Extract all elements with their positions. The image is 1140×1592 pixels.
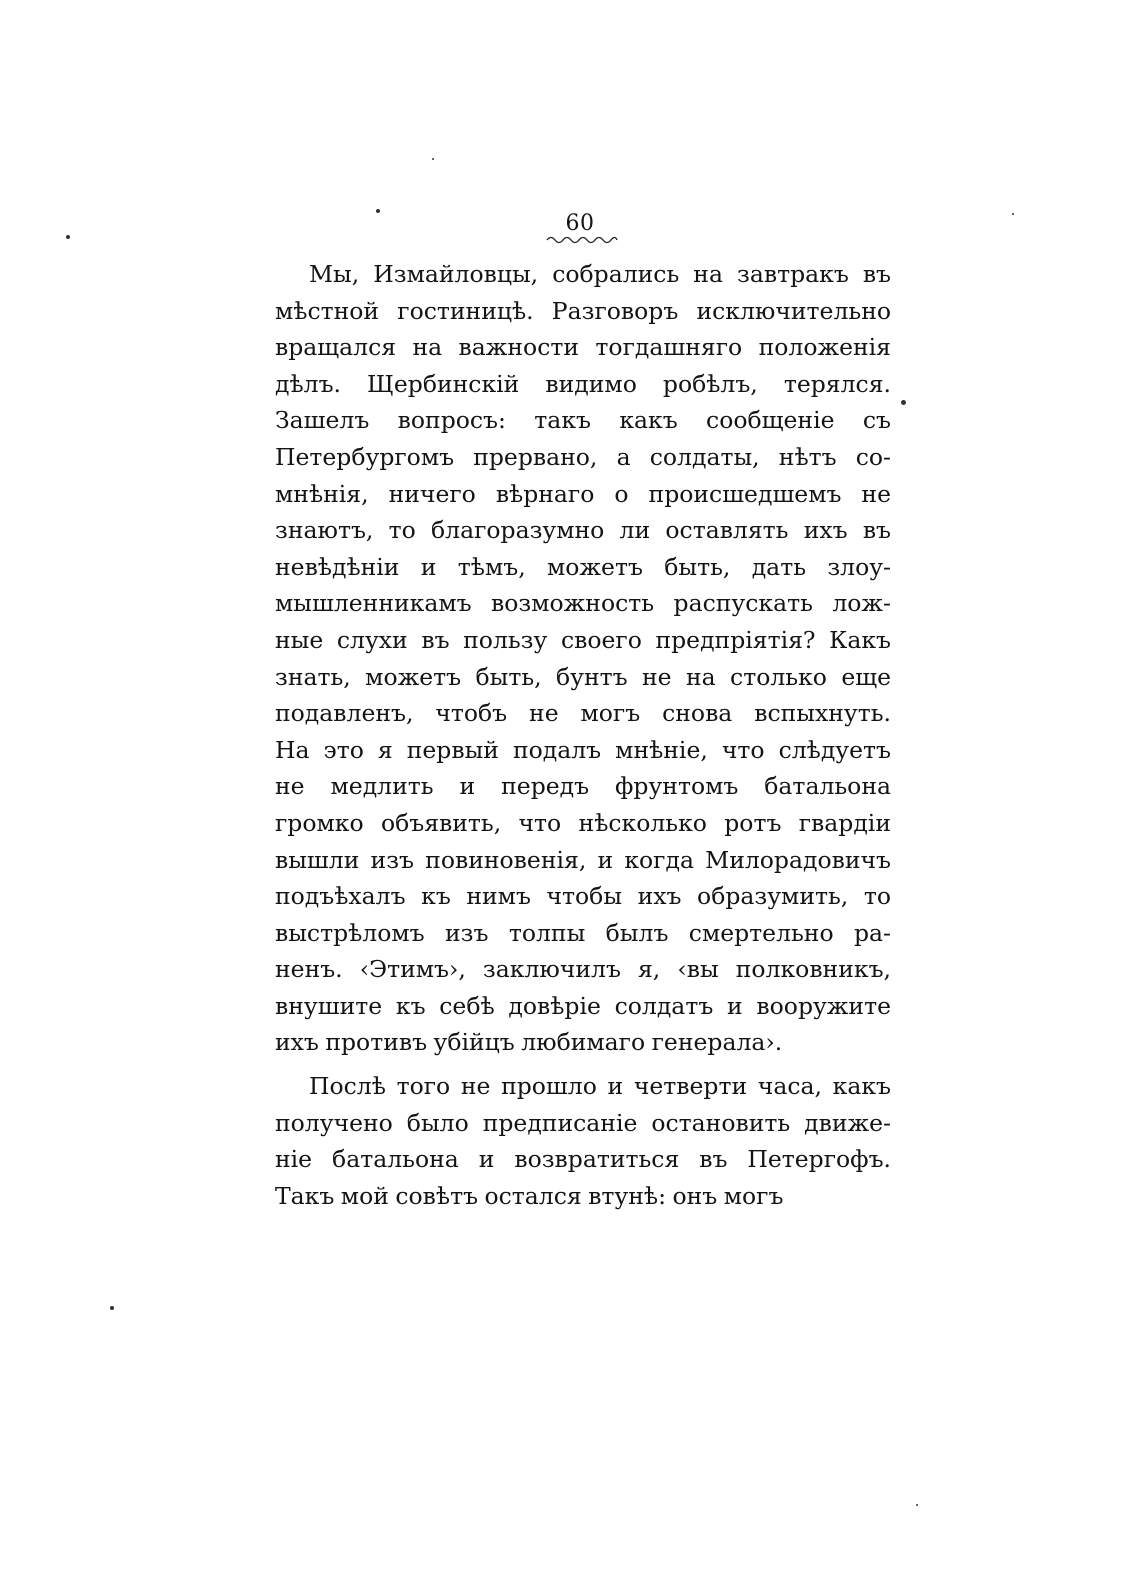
text-line: мѣстной гостиницѣ. Разговоръ исключительно <box>275 296 891 325</box>
paragraph-2 <box>275 1068 891 1214</box>
scan-speck <box>432 158 434 160</box>
text-line: получено было предписаніе остановить движе- <box>275 1108 891 1137</box>
text-line: ихъ противъ убійцъ любимаго генерала›. <box>275 1028 783 1057</box>
text-line: подъѣхалъ къ нимъ чтобы ихъ образумить, то <box>275 882 891 911</box>
text-line: Зашелъ вопросъ: такъ какъ сообщеніе съ <box>275 406 891 435</box>
text-line: Послѣ того не прошло и четверти часа, какъ <box>309 1072 891 1101</box>
text-line: громко объявить, что нѣсколько ротъ гвардіи <box>275 808 891 837</box>
paragraph-1 <box>275 256 891 1061</box>
scan-speck <box>916 1504 918 1506</box>
text-line: Такъ мой совѣтъ остался втунѣ: онъ могъ <box>275 1181 784 1210</box>
text-line: На это я первый подалъ мнѣніе, что слѣдуетъ <box>275 735 891 764</box>
text-line: подавленъ, чтобъ не могъ снова вспыхнуть. <box>275 699 891 728</box>
scan-speck <box>1012 213 1014 215</box>
text-line: мышленникамъ возможность распускать лож- <box>275 589 891 618</box>
scan-speck <box>901 400 906 405</box>
text-line: ненъ. ‹Этимъ›, заключилъ я, ‹вы полковникъ, <box>275 955 891 984</box>
scan-speck <box>376 209 380 213</box>
text-line: дѣлъ. Щербинскій видимо робѣлъ, терялся. <box>275 369 891 398</box>
text-line: вращался на важности тогдашняго положенія <box>275 333 891 362</box>
scan-speck <box>110 1306 114 1310</box>
text-line: Петербургомъ прервано, а солдаты, нѣтъ со- <box>275 442 891 471</box>
text-line: знать, можетъ быть, бунтъ не на столько еще <box>275 662 891 691</box>
text-line: невѣдѣніи и тѣмъ, можетъ быть, дать злоу- <box>275 552 891 581</box>
text-line: вышли изъ повиновенія, и когда Милорадовичъ <box>275 845 891 874</box>
page-number: 60 <box>565 211 595 236</box>
text-line: Мы, Измайловцы, собрались на завтракъ въ <box>309 260 891 288</box>
scan-speck <box>66 235 70 239</box>
text-line: не медлить и передъ фрунтомъ батальона <box>275 772 891 801</box>
text-line: выстрѣломъ изъ толпы былъ смертельно ра- <box>275 918 891 947</box>
page-number-wavy-rule <box>546 234 618 246</box>
body-text <box>275 256 891 1214</box>
text-line: внушите къ себѣ довѣріе солдатъ и вооружите <box>275 991 891 1020</box>
text-line: мнѣнія, ничего вѣрнаго о происшедшемъ не <box>275 479 891 508</box>
text-line: ніе батальона и возвратиться въ Петергофъ. <box>275 1145 891 1174</box>
text-line: знаютъ, то благоразумно ли оставлять ихъ въ <box>275 516 891 545</box>
text-line: ные слухи въ пользу своего предпріятія? Какъ <box>275 625 891 654</box>
